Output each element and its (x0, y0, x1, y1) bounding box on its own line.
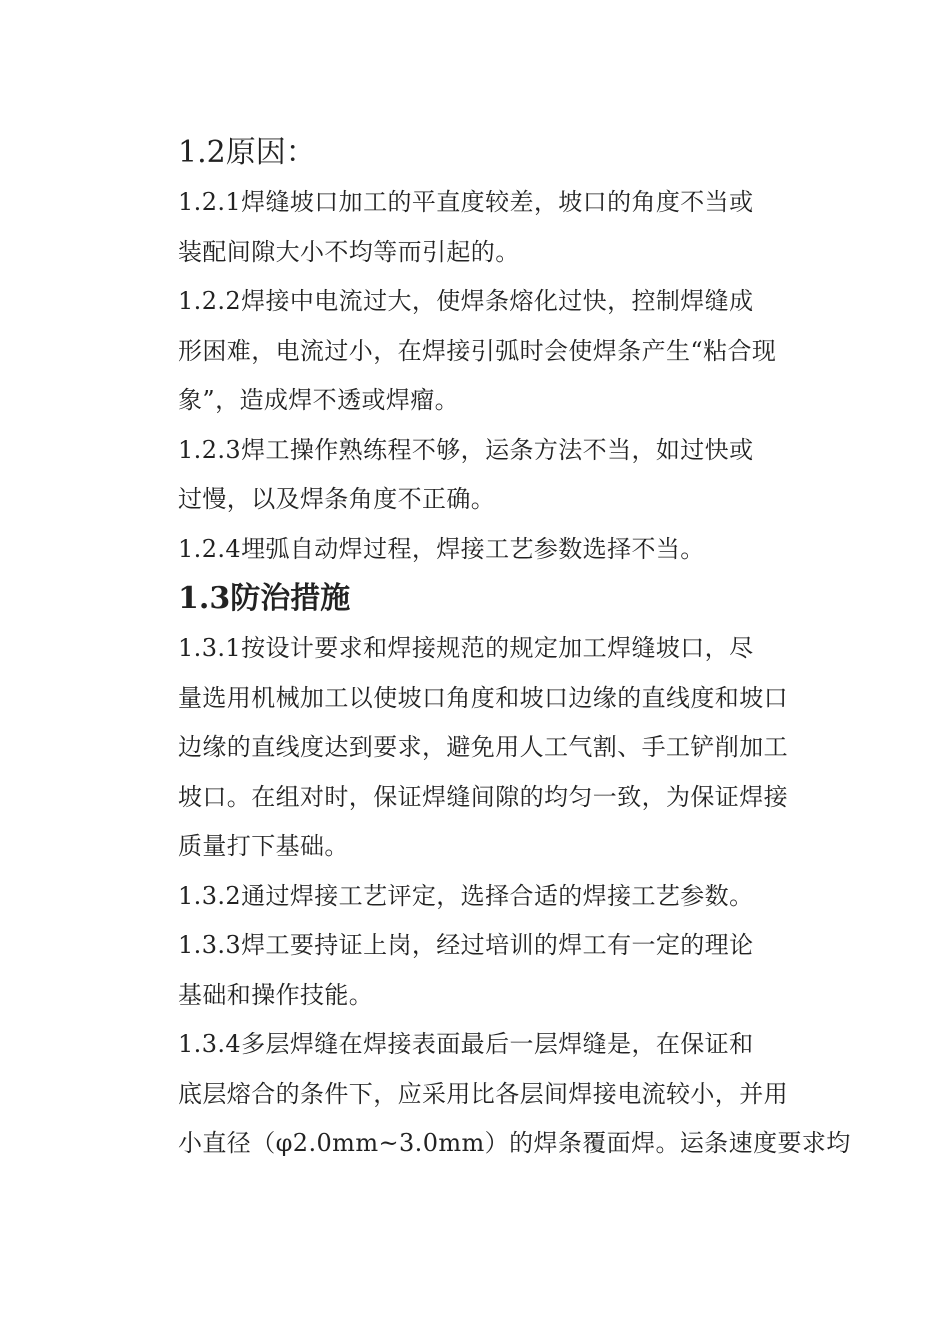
paragraph-1-2-4 (145, 525, 805, 575)
text-line: 1.2.1焊缝坡口加工的平直度较差，坡口的角度不当或 (178, 188, 754, 216)
text-line: 坡口。在组对时，保证焊缝间隙的均匀一致，为保证焊接 (178, 782, 788, 811)
section-heading-prevention: 1.3防治措施 (178, 581, 351, 616)
text-line: 1.2.3焊工操作熟练程不够，运条方法不当，如过快或 (178, 435, 754, 464)
text-line: 1.2.2焊接中电流过大，使焊条熔化过快，控制焊缝成 (178, 287, 754, 315)
text-line: 底层熔合的条件下，应采用比各层间焊接电流较小，并用 (178, 1079, 788, 1108)
text-line: 装配间隙大小不均等而引起的。 (178, 237, 520, 266)
paragraph-1-2-1 (145, 178, 805, 277)
paragraph-1-3-1 (145, 624, 805, 872)
paragraph-1-3-4 (145, 1020, 851, 1169)
text-line: 基础和操作技能。 (178, 980, 374, 1009)
paragraph-1-2-2 (145, 277, 805, 426)
text-line: 1.3.2通过焊接工艺评定，选择合适的焊接工艺参数。 (178, 881, 754, 910)
text-line: 形困难，电流过小，在焊接引弧时会使焊条产生“粘合现 (178, 336, 777, 365)
text-line: 1.2.4埋弧自动焊过程，焊接工艺参数选择不当。 (178, 534, 705, 563)
text-line: 1.3.3焊工要持证上岗，经过培训的焊工有一定的理论 (178, 931, 754, 959)
text-line: 质量打下基础。 (178, 832, 349, 860)
text-line: 1.3.1按设计要求和焊接规范的规定加工焊缝坡口，尽 (178, 634, 754, 662)
text-line: 量选用机械加工以使坡口角度和坡口边缘的直线度和坡口 (178, 683, 788, 712)
paragraph-1-2-3 (145, 426, 805, 525)
paragraph-1-3-2 (145, 872, 805, 922)
section-heading-causes: 1.2原因： (178, 135, 316, 170)
text-line: 过慢，以及焊条角度不正确。 (178, 485, 496, 513)
text-line: 小直径（φ2.0mm~3.0mm）的焊条覆面焊。运条速度要求均 (178, 1129, 851, 1157)
text-line: 1.3.4多层焊缝在焊接表面最后一层焊缝是，在保证和 (178, 1030, 754, 1058)
text-line: 边缘的直线度达到要求，避免用人工气割、手工铲削加工 (178, 733, 788, 761)
document-body (145, 128, 851, 1169)
paragraph-1-3-3 (145, 921, 805, 1020)
text-line: 象”，造成焊不透或焊瘤。 (178, 386, 460, 414)
